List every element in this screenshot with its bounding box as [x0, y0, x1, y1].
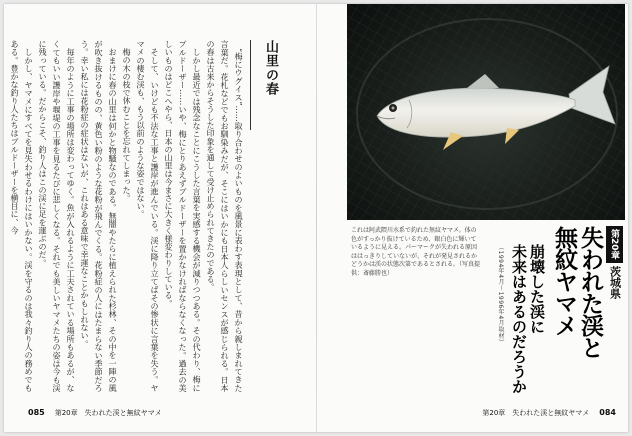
- right-footer: [482, 408, 616, 418]
- chapter-title: [549, 226, 603, 402]
- chapter-subtitle: [508, 244, 546, 420]
- paragraph: “梅にウグイス”……取り合わせのよいものを風景に表わす表現として、昔から親しまれてきた言葉だ。花札などでもお馴染みだが、そこにはいかにも日本人らしいセンスが感じられる。日本の春は古来からそうした印象を通して受け止められてきたのである。: [206, 40, 244, 392]
- running-head: 第20章 失われた渓と無紋ヤマメ: [482, 409, 590, 417]
- title-line: 無紋ヤマメ: [551, 226, 577, 336]
- date-note: （1994年4月〜1996年4月取材）: [497, 244, 504, 346]
- page-number: 085: [28, 408, 45, 417]
- book-spread: [4, 4, 628, 432]
- subtitle-line: 崩壊した渓に: [528, 244, 546, 334]
- running-head: 第20章 失われた渓と無紋ヤマメ: [54, 409, 162, 417]
- section-rule: [250, 40, 251, 130]
- body-text: [10, 40, 246, 392]
- photo-caption: これは阿武隈川水系で釣れた無紋ヤマメ。体の色がすっかり抜けているため、銀白色に輝いているように見える。パーマークが失われる原因ははっきりしていないが、それが発見されるかどうかは渓の状態次第であるとされる。（写真提供：斎藤勝也）: [351, 227, 481, 277]
- paragraph: おまけに春の山里は何かと物騒なのである。無闇やたらに植えられた杉林、その中を一陣の風が吹き抜けるものの、黄色い粉のような花粉が飛んでくる。花粉症の人にはたまらない季節だろう。幸い私には花粉症の症状はないが、これはある意味で幸運なことかもしれない。: [80, 40, 118, 392]
- paragraph: そして、いけども不法な工事と護岸が進んでいる。渓に降り立てばその惨状に言葉を失う。ヤマメの棲む渓も、もう以前のような姿ではない。: [136, 40, 160, 392]
- left-footer: [28, 408, 162, 418]
- right-page: [317, 4, 628, 432]
- fish-photo: [347, 4, 625, 220]
- chapter-title-block: [483, 226, 623, 402]
- chapter-label-group: [606, 226, 623, 402]
- title-line: 失われた渓と: [577, 226, 603, 358]
- paragraph: しかし、ヤマメにすべてを見失わせるわけにはいかない。渓を守るのは我々釣り人の務めでもある。豊かな釣り人たちはブルドーザーを横目に、今: [10, 40, 34, 392]
- section-heading: 山里の春: [263, 40, 278, 96]
- prefecture-label: 茨城県: [608, 265, 622, 299]
- subtitle-line: 未来はあるのだろうか: [510, 244, 528, 394]
- left-page: [4, 4, 316, 432]
- fish-illustration: [347, 4, 625, 220]
- page-number: 084: [599, 408, 616, 417]
- paragraph: 梅の木の枝で休むことを忘れてしまった。: [122, 48, 132, 202]
- paragraph: 毎年のように工事の場所は変わってゆく。魚が入れるように工夫されている場所もあるが、なくてもいい護岸や堰堤の工事を見るたびに悲しくなる。それでも美しいヤマメたちの姿は今も渓に残っている。だからこそ、釣り人はこの渓に足を運ぶのだ。: [38, 40, 76, 392]
- chapter-label: 第20章: [606, 226, 623, 263]
- paragraph: しかし最近では残念なことにこうした言葉を実感する機会が減りつつある。その代わり、梅にブルドーザー……いや、梅にとりあえずブルドーザーを置かなければならなくなった。過去の美しいものはどこへやら、日本の山里は今まさに大きく様変わりしている。: [164, 40, 202, 392]
